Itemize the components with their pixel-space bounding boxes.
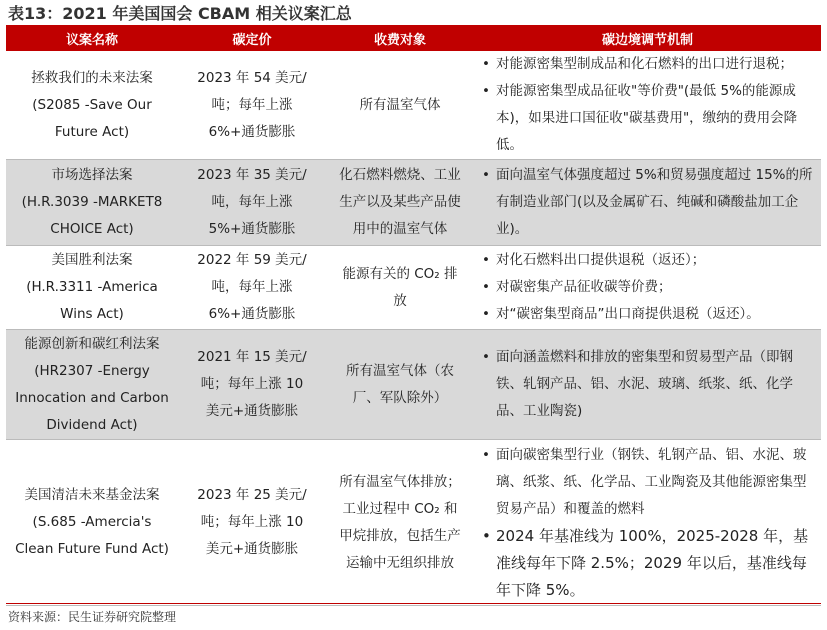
charge-target-line: 所有温室气体（农 (346, 362, 454, 379)
carbon-price-line: 2023 年 35 美元/ (197, 167, 307, 183)
charge-target-line: 所有温室气体 (359, 96, 441, 113)
charge-target-line: 运输中无组织排放 (346, 554, 454, 571)
table-title: 表13：2021 年美国国会 CBAM 相关议案汇总 (8, 4, 352, 23)
carbon-price-line: 吨，每年上涨 (211, 279, 293, 295)
charge-target-line: 工业过程中 CO₂ 和 (342, 500, 458, 517)
bill-name-line: (S2085 -Save Our (32, 96, 152, 113)
bill-name-line: Innocation and Carbon (15, 389, 169, 406)
bill-name-line: Future Act) (54, 123, 130, 140)
mechanism-bullet: • 面向温室气体强度超过 5%和贸易强度超过 15%的所有制造业部门(以及金属矿石、纯碱和磷酸盐加工企业)。 (482, 162, 813, 243)
mechanism-cell (474, 440, 821, 606)
bill-name-line: 拯救我们的未来法案 (31, 69, 153, 86)
header-border-mechanism: 碳边境调节机制 (474, 25, 821, 51)
charge-target-cell (326, 160, 474, 246)
header-carbon-price: 碳定价 (178, 25, 326, 51)
carbon-price-line: 2021 年 15 美元/ (197, 349, 307, 365)
table-row (6, 246, 821, 330)
bill-name-line: 美国胜利法案 (51, 252, 133, 268)
carbon-price-line: 吨；每年上涨 10 (200, 376, 304, 392)
carbon-price-cell (178, 330, 326, 440)
bill-name-cell (6, 330, 178, 440)
bill-name-line: 能源创新和碳红利法案 (24, 335, 160, 352)
table-row (6, 330, 821, 440)
mechanism-cell (474, 246, 821, 330)
carbon-price-line: 5%+通货膨胀 (208, 221, 296, 237)
bill-name-line: (HR2307 -Energy (34, 362, 150, 379)
mechanism-bullet: • 对碳密集产品征收碳等价费； (482, 274, 813, 301)
carbon-price-cell (178, 51, 326, 160)
charge-target-cell (326, 330, 474, 440)
bill-name-line: (H.R.3039 -MARKET8 (21, 194, 163, 210)
charge-target-line: 能源有关的 CO₂ 排 (342, 265, 458, 282)
mechanism-bullet: • 对能源密集型制成品和化石燃料的出口进行退税； (482, 51, 813, 78)
header-row (6, 25, 821, 51)
bill-name-line: Wins Act) (60, 306, 124, 322)
charge-target-line: 化石燃料燃烧、工业 (339, 167, 461, 183)
bill-name-cell (6, 246, 178, 330)
bill-name-cell (6, 51, 178, 160)
mechanism-bullet: • 对化石燃料出口提供退税（返还）； (482, 247, 813, 274)
carbon-price-cell (178, 160, 326, 246)
carbon-price-line: 2023 年 54 美元/ (197, 69, 307, 86)
carbon-price-line: 吨；每年上涨 (211, 96, 293, 113)
charge-target-line: 放 (393, 292, 407, 309)
carbon-price-cell (178, 246, 326, 330)
carbon-price-line: 吨；每年上涨 10 (200, 514, 304, 530)
carbon-price-line: 2023 年 25 美元/ (197, 487, 307, 503)
header-charge-target: 收费对象 (326, 25, 474, 51)
charge-target-line: 厂、军队除外） (352, 389, 448, 406)
mechanism-cell (474, 330, 821, 440)
carbon-price-line: 2022 年 59 美元/ (197, 252, 307, 268)
header-bill-name: 议案名称 (6, 25, 178, 51)
bill-name-line: 市场选择法案 (51, 167, 133, 183)
mechanism-bullet: • 面向碳密集型行业（钢铁、轧钢产品、铝、水泥、玻璃、纸浆、纸、化学品、工业陶瓷及其他能源密集型贸易产品）和覆盖的燃料 (482, 442, 813, 523)
charge-target-cell (326, 246, 474, 330)
charge-target-line: 甲烷排放，包括生产 (339, 527, 461, 544)
bill-name-cell (6, 160, 178, 246)
bill-name-cell (6, 440, 178, 606)
mechanism-bullet: • 2024 年基准线为 100%，2025-2028 年，基准线每年下降 2.5%；2029 年以后，基准线每年下降 5%。 (482, 523, 813, 604)
charge-target-cell (326, 440, 474, 606)
carbon-price-line: 美元+通货膨胀 (205, 403, 299, 419)
source-note: 资料来源：民生证券研究院整理 (8, 610, 177, 624)
bill-name-line: (H.R.3311 -America (26, 279, 158, 295)
carbon-price-line: 美元+通货膨胀 (205, 541, 299, 557)
charge-target-cell (326, 51, 474, 160)
carbon-price-line: 6%+通货膨胀 (208, 306, 296, 322)
bill-name-line: Dividend Act) (46, 416, 138, 433)
bill-name-line: CHOICE Act) (50, 221, 134, 237)
bill-name-line: 美国清洁未来基金法案 (24, 487, 160, 503)
charge-target-line: 所有温室气体排放； (339, 473, 461, 490)
charge-target-line: 生产以及某些产品使 (339, 194, 461, 210)
carbon-price-cell (178, 440, 326, 606)
table-row (6, 440, 821, 606)
mechanism-bullet: • 对能源密集型成品征收"等价费"(最低 5%的能源成本)，如果进口国征收"碳基费用"，缴纳的费用会降低。 (482, 78, 813, 159)
bill-name-line: Clean Future Fund Act) (15, 541, 169, 557)
table-row (6, 160, 821, 246)
mechanism-bullet: • 对“碳密集型商品”出口商提供退税（返还）。 (482, 301, 813, 328)
mechanism-cell (474, 160, 821, 246)
bill-name-line: (S.685 -Amercia's (32, 514, 152, 530)
carbon-price-line: 6%+通货膨胀 (208, 123, 296, 140)
cbam-bills-table (6, 25, 821, 606)
table-row (6, 51, 821, 160)
mechanism-bullet: • 面向涵盖燃料和排放的密集型和贸易型产品（即钢铁、轧钢产品、铝、水泥、玻璃、纸浆、纸、化学品、工业陶瓷) (482, 344, 813, 425)
mechanism-cell (474, 51, 821, 160)
carbon-price-line: 吨，每年上涨 (211, 194, 293, 210)
bottom-rule (6, 603, 821, 604)
charge-target-line: 用中的温室气体 (352, 221, 448, 237)
